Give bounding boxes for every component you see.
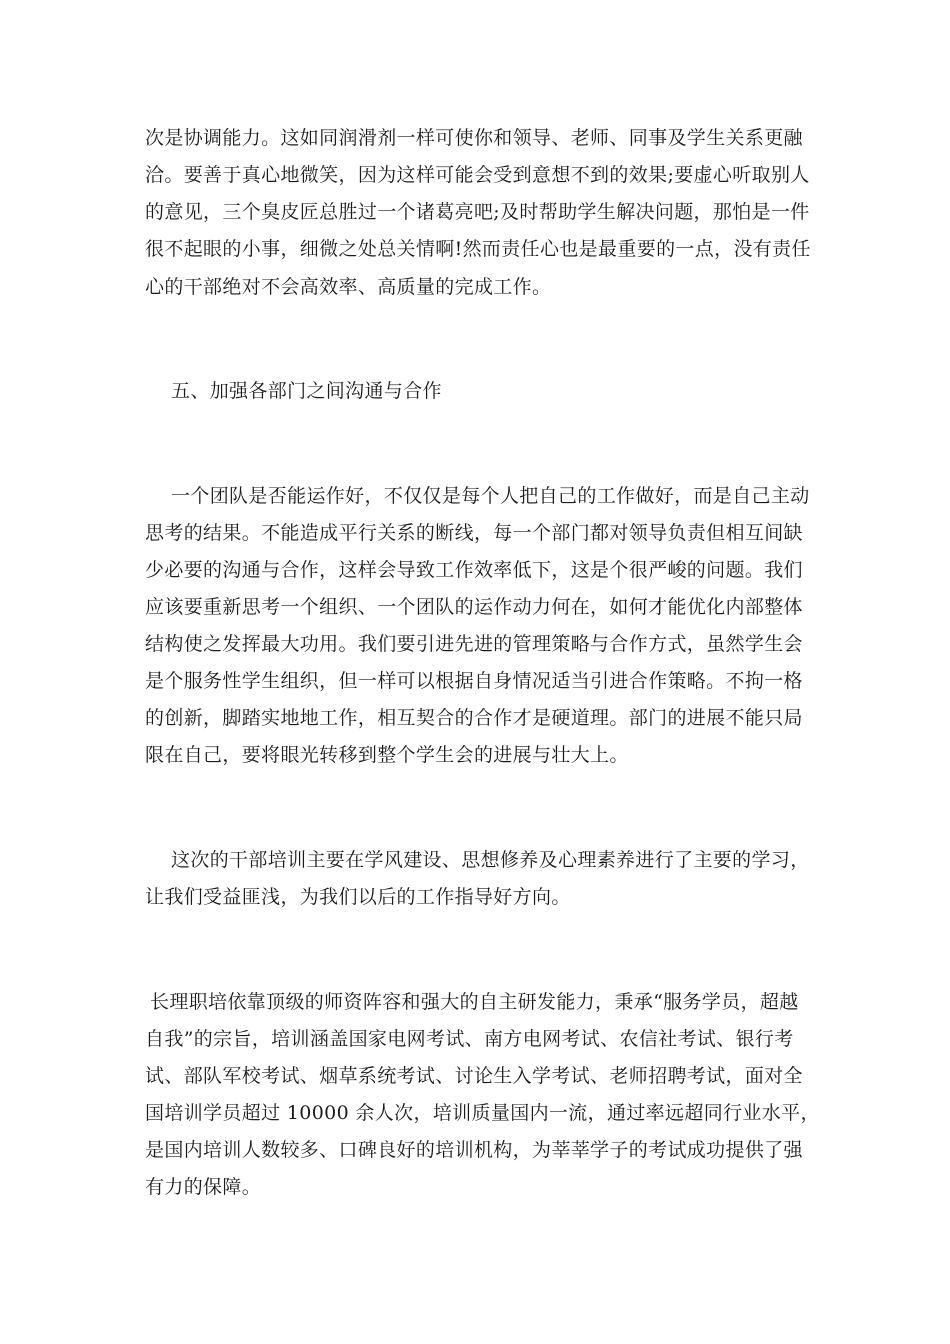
text-line: 的创新，脚踏实地地工作，相互契合的合作才是硬道理。部门的进展不能只局 bbox=[145, 707, 803, 729]
text-line: 思考的结果。不能造成平行关系的断线，每一个部门都对领导负责但相互间缺 bbox=[145, 522, 803, 544]
text-line: 试、部队军校考试、烟草系统考试、讨论生入学考试、老师招聘考试，面对全 bbox=[145, 1065, 803, 1087]
text-line: 应该要重新思考一个组织、一个团队的运作动力何在，如何才能优化内部整体 bbox=[145, 596, 803, 618]
text-line: 结构使之发挥最大功用。我们要引进先进的管理策略与合作方式，虽然学生会 bbox=[145, 633, 803, 655]
text-line: 自我”的宗旨，培训涵盖国家电网考试、南方电网考试、农信社考试、银行考 bbox=[145, 1028, 794, 1050]
text-line: 很不起眼的小事，细微之处总关情啊!然而责任心也是最重要的一点，没有责任 bbox=[145, 238, 811, 260]
text-line: 次是协调能力。这如同润滑剂一样可使你和领导、老师、同事及学生关系更融 bbox=[145, 127, 803, 149]
text-line: 限在自己，要将眼光转移到整个学生会的进展与壮大上。 bbox=[145, 744, 629, 766]
text-line: 一个团队是否能运作好，不仅仅是每个人把自己的工作做好，而是自己主动 bbox=[171, 485, 810, 507]
text-line: 心的干部绝对不会高效率、高质量的完成工作。 bbox=[145, 276, 552, 298]
text-line: 少必要的沟通与合作，这样会导致工作效率低下，这是个很严峻的问题。我们 bbox=[145, 559, 803, 581]
text-line: 长理职培依靠顶级的师资阵容和强大的自主研发能力，秉承“服务学员，超越 bbox=[150, 991, 799, 1013]
text-line: 国培训学员超过 10000 余人次，培训质量国内一流，通过率远超同行业水平， bbox=[145, 1102, 820, 1124]
text-line: 这次的干部培训主要在学风建设、思想修养及心理素养进行了主要的学习， bbox=[171, 849, 810, 871]
text-line: 的意见，三个臭皮匠总胜过一个诸葛亮吧;及时帮助学生解决问题，那怕是一件 bbox=[145, 201, 810, 223]
text-line: 是个服务性学生组织，但一样可以根据自身情况适当引进合作策略。不拘一格 bbox=[145, 670, 803, 692]
text-line: 是国内培训人数较多、口碑良好的培训机构，为莘莘学子的考试成功提供了强 bbox=[145, 1139, 803, 1161]
text-line: 洽。要善于真心地微笑，因为这样可能会受到意想不到的效果;要虚心听取别人 bbox=[145, 164, 810, 186]
text-line: 让我们受益匪浅，为我们以后的工作指导好方向。 bbox=[145, 886, 571, 908]
text-line: 有力的保障。 bbox=[145, 1176, 262, 1198]
section-heading: 五、加强各部门之间沟通与合作 bbox=[171, 380, 442, 402]
